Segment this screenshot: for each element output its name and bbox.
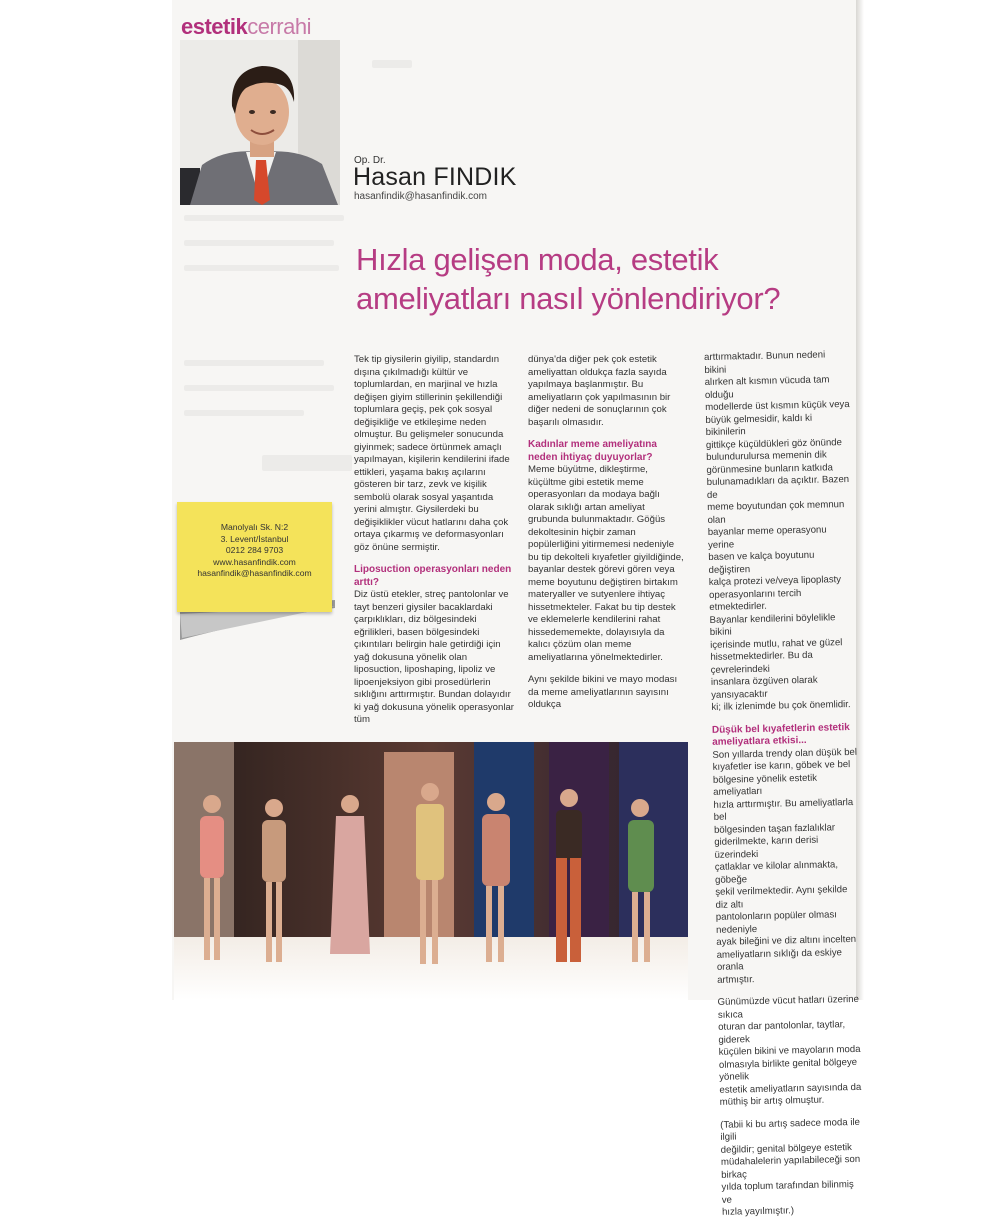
text-line: kıyafetler ise karın, göbek ve bel bbox=[712, 759, 851, 773]
subheading: Liposuction operasyonları neden arttı? bbox=[354, 564, 512, 588]
text-line: estetik ameliyatların sayısında da bbox=[719, 1081, 862, 1096]
text-line: alırken alt kısmın vücuda tam olduğu bbox=[704, 374, 830, 401]
text-line: 0212 284 9703 bbox=[225, 545, 284, 555]
text-line: içerisinde mutlu, rahat ve güzel bbox=[710, 636, 843, 651]
text-line: hızla arttırmıştır. Bu ameliyatlarla bel bbox=[713, 796, 854, 823]
text-line: ameliyatların sıklığı da eskiye oranla bbox=[716, 946, 843, 973]
show-through-mark bbox=[184, 265, 339, 271]
paragraph: Diz üstü etekler, streç pantolonlar ve tayt benzeri giysiler bacaklardaki çarpıklıkları, diz bölgesindeki eğrilikleri, basen bölgesindeki çıkıntıları belirgin hale getirdiği için yağ dokusuna yönelik olan liposuction, liposhaping, lipoliz ve lipoenjeksiyon gibi prosedürlerin sıklığını arttırmıştır. Bundan dolayıdır ki yağ dokusuna yönelik operasyonlar tüm bbox=[354, 589, 514, 725]
text-line: 3. Levent/İstanbul bbox=[220, 533, 289, 544]
text-line: kalça protezi ve/veya lipoplasty bbox=[708, 574, 842, 588]
show-through-mark bbox=[184, 215, 344, 221]
text-line: ayak bileğini ve diz altını incelten bbox=[716, 933, 857, 948]
author-name: Hasan FINDIK bbox=[353, 163, 517, 191]
text-line: Günümüzde vücut hatları üzerine sıkıca bbox=[717, 993, 860, 1021]
text-line: operasyonlarını tercih etmektedirler. bbox=[708, 587, 802, 613]
show-through-mark bbox=[184, 410, 304, 416]
paragraph bbox=[712, 746, 862, 986]
show-through-mark bbox=[262, 455, 352, 471]
paragraph: Meme büyütme, dikleştirme, küçültme gibi estetik meme operasyonları da modaya bağlı olarak sıklığı artan ameliyat grubunda bulunmaktadır. Göğüs dekoltesinin hiçbir zaman popülerliğini yitirmemesi nedeniyle bu tip dekolteli kıyafetler giyildiğinde, bayanlar destek görevi gören veya meme boyutunu değiştiren birtakım materyaller ve sutyenlere ihtiyaç hissetmekteler. Fakat bu tip destek ve eklemelerle kendilerini rahat hissedememekte, dolayısıyla da kalıcı çözüm olan meme ameliyatlarına yönelmektedirler. bbox=[528, 464, 684, 663]
text-line: olmasıyla birlikte genital bölgeye yönelik bbox=[718, 1056, 858, 1083]
show-through-mark bbox=[184, 385, 334, 391]
text-line: bulunamadıkları da açıktır. Bazen de bbox=[706, 473, 850, 501]
text-line: bulundurulursa memenin dik bbox=[706, 449, 827, 463]
runway-illustration bbox=[174, 742, 688, 1000]
text-line: Manolyalı Sk. N:2 bbox=[220, 522, 289, 532]
show-through-mark bbox=[184, 240, 334, 246]
article-column-3 bbox=[704, 349, 867, 1229]
subheading: Kadınlar meme ameliyatına neden ihtiyaç duyuyorlar? bbox=[528, 439, 657, 463]
paragraph bbox=[720, 1116, 867, 1219]
paragraph bbox=[718, 994, 865, 1110]
paragraph: Tek tip giysilerin giyilip, standardın dışına çıkılmadığı kültür ve toplumlardan, en marjinal ve hızla değişen giyim stillerinin şekillendiği toplumlara geçiş, pek çok sosyal değişikliğe ve etkileşime neden olmuştur. Bu gelişmeler sonucunda giyinmek; sadece örtünmek amaçlı yapılmayan, kişilerin kendilerini ifade ettikleri, yaşama bakış açılarını gösteren bir tarz, zevk ve kişilik sembolü olarak sosyal yaşantıda yerini almıştır. Giysilerdeki bu değişiklikler vücut hatlarını daha çok ortaya çıkarmış ve deformasyonları göz önüne sermiştir. bbox=[354, 354, 510, 553]
text-line: yılda toplum tarafından bilinmiş ve bbox=[721, 1179, 854, 1206]
author-title: Op. Dr. bbox=[354, 155, 386, 166]
text-line: müthiş bir artış olmuştur. bbox=[719, 1094, 825, 1108]
text-line: gittikçe küçüldükleri göz önünde bbox=[705, 436, 843, 451]
text-line: meme boyutundan çok memnun olan bbox=[707, 499, 845, 526]
text-line: büyük gelmesidir, kaldı ki bikinilerin bbox=[705, 412, 813, 438]
portrait-illustration bbox=[180, 40, 340, 205]
author-email: hasanfindik@hasanfindik.com bbox=[354, 191, 488, 202]
text-line: küçülen bikini ve mayoların moda bbox=[718, 1043, 861, 1058]
paragraph bbox=[704, 349, 857, 714]
headline-line-2: ameliyatları nasıl yönlendiriyor? bbox=[356, 281, 781, 316]
text-line: www.hasanfindik.com bbox=[213, 556, 296, 567]
text-line: şekil verilmektedir. Aynı şekilde diz altı bbox=[715, 884, 848, 911]
show-through-mark bbox=[184, 360, 324, 366]
paragraph: dünya'da diğer pek çok estetik ameliyattan oldukça fazla sayıda yapılmaya başlanmıştır. Bu ameliyatların çok yapılmasının bir diğer nedeni de sonuçlarının çok başarılı olmasıdır. bbox=[528, 354, 671, 428]
text-line: artmıştır. bbox=[717, 973, 755, 986]
section-title-light: cerrahi bbox=[247, 14, 311, 39]
text-line: hasanfindik@hasanfindik.com bbox=[197, 568, 312, 578]
text-line: bölgesinden taşan fazlalıklar bbox=[713, 821, 836, 836]
paragraph: Aynı şekilde bikini ve mayo modası da meme ameliyatlarının sayısını oldukça bbox=[528, 674, 678, 710]
runway-photo bbox=[174, 742, 688, 1000]
text-line: hissetmektedirler. Bu da çevrelerindeki bbox=[710, 649, 813, 676]
subheading: Düşük bel kıyafetlerin estetik ameliyatlara etkisi... bbox=[711, 721, 850, 748]
text-line: arttırmaktadır. Bunun nedeni bikini bbox=[704, 349, 826, 376]
text-line: değildir; genital bölgeye estetik bbox=[720, 1141, 853, 1156]
headline-line-1: Hızla gelişen moda, estetik bbox=[356, 242, 719, 277]
author-portrait-photo bbox=[180, 40, 340, 205]
text-line: bölgesine yönelik estetik ameliyatları bbox=[712, 772, 818, 798]
text-line: basen ve kalça boyutunu değiştiren bbox=[708, 549, 815, 576]
text-line: giderilmekte, karın derisi üzerindeki bbox=[714, 834, 819, 861]
text-line: hızla yayılmıştır.) bbox=[721, 1205, 795, 1218]
article-column-1 bbox=[354, 354, 514, 737]
text-line: oturan dar pantolonlar, taytlar, giderek bbox=[718, 1019, 846, 1046]
text-line: Bayanlar kendilerini böylelikle bikini bbox=[709, 611, 836, 638]
text-line: görünmesine bunların katkıda bbox=[706, 461, 833, 476]
text-line: müdahalelerin yapılabileceği son birkaç bbox=[720, 1153, 861, 1181]
text-line: insanlara özgüven olarak yansıyacaktır bbox=[710, 674, 818, 701]
article-headline bbox=[356, 240, 836, 318]
text-line: modellerde üst kısmın küçük veya bbox=[705, 398, 850, 413]
show-through-mark bbox=[372, 60, 412, 68]
text-line: bayanlar meme operasyonu yerine bbox=[707, 524, 827, 551]
text-line: çatlaklar ve kilolar alınmakta, göbeğe bbox=[714, 859, 839, 886]
text-line: (Tabii ki bu artış sadece moda ile ilgili bbox=[720, 1116, 860, 1143]
contact-info bbox=[177, 522, 332, 580]
section-title bbox=[181, 14, 311, 40]
text-line: Son yıllarda trendy olan düşük bel bbox=[712, 746, 858, 761]
article-column-2 bbox=[528, 354, 686, 722]
text-line: pantolonların popüler olması nedeniyle bbox=[715, 909, 838, 936]
text-line: ki; ilk izlenimde bu çok önemlidir. bbox=[711, 699, 851, 713]
section-title-bold: estetik bbox=[181, 14, 248, 39]
